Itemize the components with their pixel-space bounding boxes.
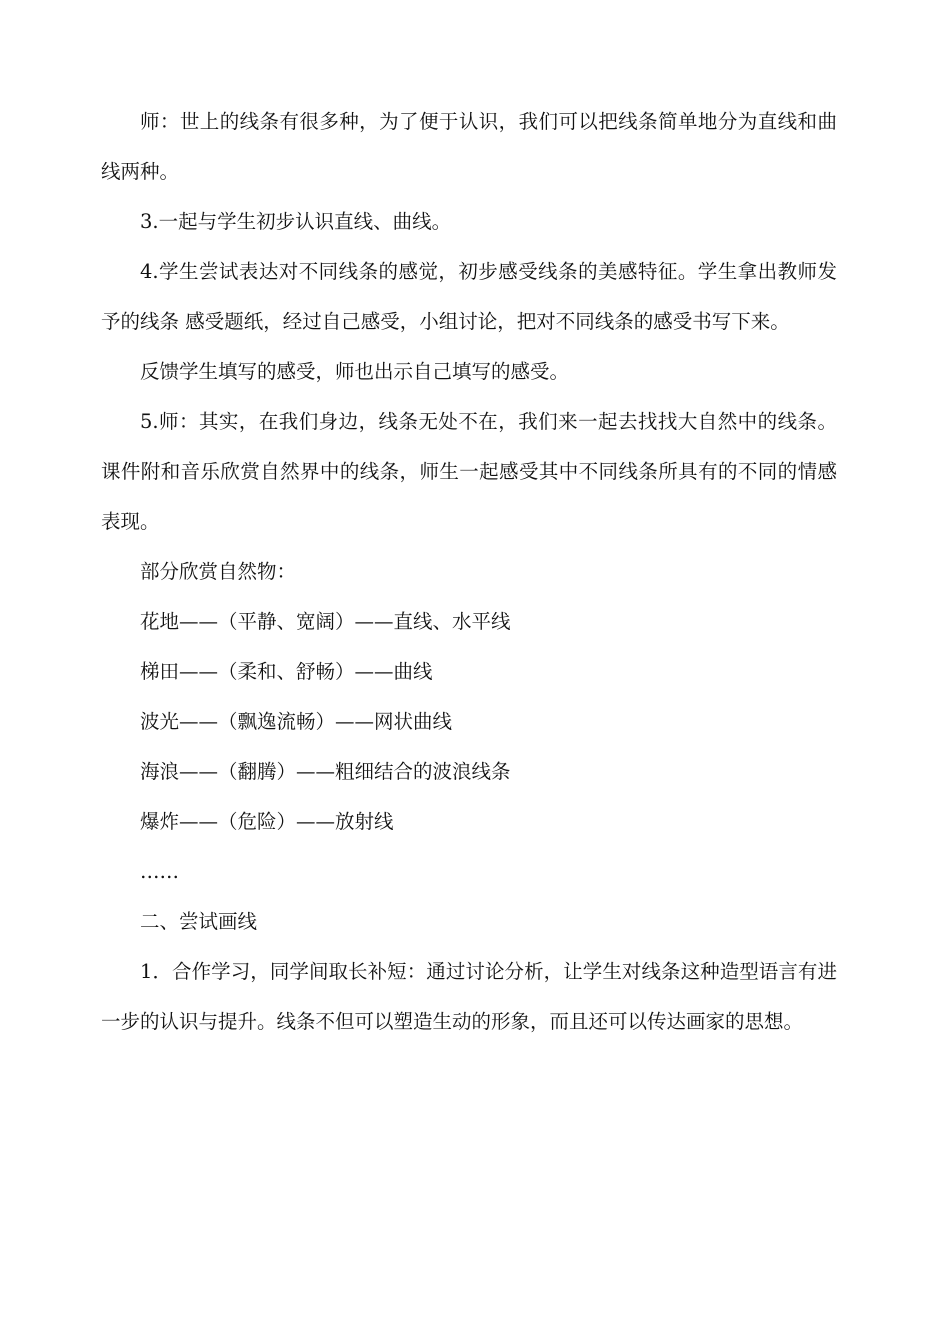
paragraph-feedback: 反馈学生填写的感受，师也出示自己填写的感受。 [140, 360, 570, 383]
paragraph-line-types: 师：世上的线条有很多种，为了便于认识，我们可以把线条简单地分为直线和曲线两种。 [101, 110, 837, 183]
paragraph-step-3: 3.一起与学生初步认识直线、曲线。 [140, 210, 452, 233]
paragraph-cooperative-learning: 1．合作学习，同学间取长补短：通过讨论分析，让学生对线条这种造型语言有进一步的认识与提升。线条不但可以塑造生动的形象，而且还可以传达画家的思想。 [101, 960, 837, 1033]
nature-item-ripples: 波光——（飘逸流畅）——网状曲线 [140, 710, 453, 733]
nature-item-explosion: 爆炸——（危险）——放射线 [140, 810, 394, 833]
nature-item-terraces: 梯田——（柔和、舒畅）——曲线 [140, 660, 433, 683]
document-body [101, 97, 837, 1047]
ellipsis: …… [140, 860, 179, 883]
nature-item-flowerfield: 花地——（平静、宽阔）——直线、水平线 [140, 610, 511, 633]
section-heading: 二、尝试画线 [140, 910, 258, 933]
paragraph-step-5: 5.师：其实，在我们身边，线条无处不在，我们来一起去找找大自然中的线条。课件附和音乐欣赏自然界中的线条，师生一起感受其中不同线条所具有的不同的情感表现。 [101, 410, 837, 533]
nature-item-waves: 海浪——（翻腾）——粗细结合的波浪线条 [140, 760, 511, 783]
nature-intro: 部分欣赏自然物： [140, 560, 297, 583]
paragraph-step-4: 4.学生尝试表达对不同线条的感觉，初步感受线条的美感特征。学生拿出教师发予的线条 感受题纸，经过自己感受，小组讨论，把对不同线条的感受书写下来。 [101, 260, 837, 333]
